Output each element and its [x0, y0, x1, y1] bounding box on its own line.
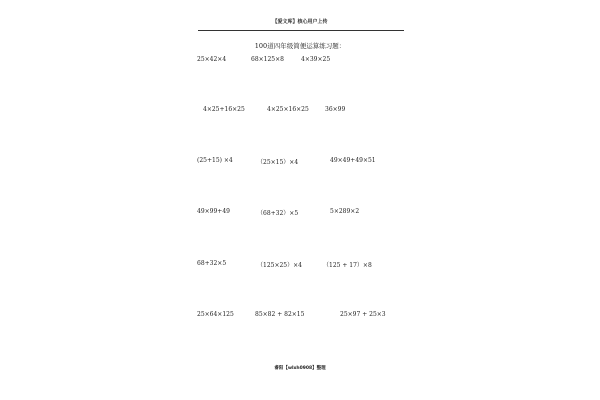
problem-10: 49×99+49	[197, 208, 230, 215]
page-footer-text: 睿阳【wlxh0908】整理	[274, 366, 326, 371]
problem-15: （125 + 17）×8	[323, 262, 372, 269]
problem-6: 36×99	[325, 106, 346, 113]
worksheet-title: 100道四年级简便运算练习题：	[254, 42, 346, 50]
page-header-text: 【爱文库】核心用户上传	[272, 19, 328, 25]
problem-13: 68+32×5	[197, 260, 227, 267]
problem-14: （125×25）×4	[257, 262, 302, 269]
problem-3: 4×39×25	[301, 56, 331, 63]
problem-18: 25×97 + 25×3	[340, 311, 386, 318]
problem-7: (25+15) ×4	[197, 157, 233, 164]
problem-4: 4×25+16×25	[203, 106, 245, 113]
problem-8: （25×15）×4	[257, 159, 299, 166]
problem-5: 4×25×16×25	[267, 106, 309, 113]
problem-16: 25×64×125	[197, 311, 234, 318]
header-rule	[198, 30, 404, 31]
problem-9: 49×49+49×51	[330, 157, 376, 164]
problem-12: 5×289×2	[330, 208, 360, 215]
problem-11: （68+32）×5	[257, 210, 299, 217]
problem-2: 68×125×8	[251, 56, 284, 63]
problem-17: 85×82 + 82×15	[255, 311, 305, 318]
problem-1: 25×42×4	[197, 56, 227, 63]
